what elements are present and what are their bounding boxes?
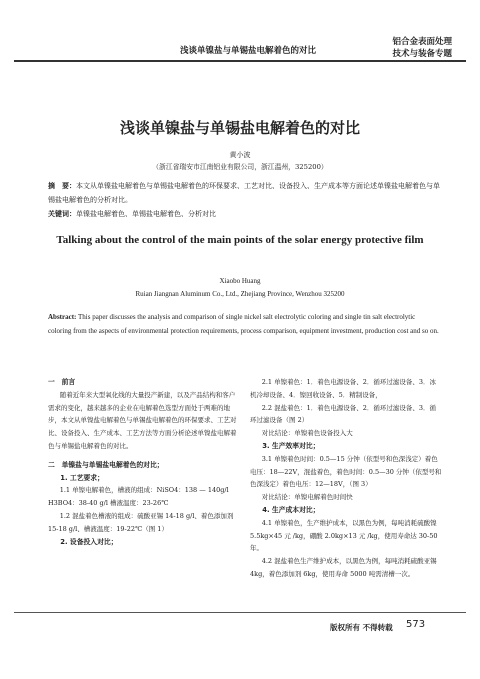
abstract-en — [48, 311, 440, 338]
running-header-title: 浅谈单镍盐与单锡盐电解着色的对比 — [180, 46, 317, 56]
subsection-2-3-conclusion: 对比结论：单镍电解着色时间快 — [261, 493, 353, 502]
keywords-text-cn: 单镍盐电解着色、单锡盐电解着色、分析对比 — [76, 210, 216, 218]
subsection-2-2-para-1: 2.1 单镍着色：1．着色电源设备、2．循环过滤设备、3．冰机冷却设备、4．镍回收设备、5．精制设备， — [250, 378, 436, 399]
footer-rule — [14, 612, 466, 613]
header-rule — [14, 60, 466, 62]
keywords-cn — [48, 207, 440, 221]
abstract-text-cn: 本文从单镍盐电解着色与单锡盐电解着色的环保要求、工艺对比、设备投入、生产成本等方面论述单镍盐电解着色与单锡盐电解着色的分析对比。 — [48, 182, 440, 204]
abstract-text-en: This paper discusses the analysis and comparison of single nickel salt electrolytic coloring and single tin salt electrolytic coloring from the aspects of environmental protection requirements, process comparison, equipment investment, production cost and so on. — [48, 313, 439, 335]
journal-name-line1: 铝合金表面处理 — [392, 37, 452, 47]
affiliation-en: Ruian Jiangnan Aluminum Co., Ltd., Zhejiang Province, Wenzhou 325200 — [135, 290, 345, 298]
article-title-en: Talking about the control of the main points of the solar energy protective film — [56, 234, 424, 246]
page-number: 573 — [406, 619, 426, 630]
author-cn: 黄小波 — [229, 151, 251, 159]
subsection-2-3-para-1: 3.1 单镍着色时间：0.5—15 分钟（依型号和色深浅定）着色电压：18—22V，混盐着色，着色时间：0.5—30 分钟（依型号和色深浅定）着色电压：12—18V，（图 3） — [250, 454, 442, 489]
section-1-text: 随着近年来大型氧化线的大量投产新建，以及产品结构和客户需求的变化，越来越多的企业在电解着色选型方面处于两难的地步，本文从单镍盐电解着色与单锡盐电解着色的环保要求、工艺对比、设备投入、生产成本、工艺方法等方面分析论述单镍盐电解着色与单锡盐电解着色的对比。 — [48, 390, 237, 450]
section-1-heading: 一 前言 — [48, 378, 76, 386]
subsection-2-4-para-2: 4.2 混盐着色生产维护成本，以黑色为例，每吨消耗硫酸亚锡 4kg，着色添加剂 6kg，使用寿命 5000 吨需清槽一次。 — [250, 557, 437, 578]
affiliation-cn: （浙江省瑞安市江南铝业有限公司，浙江温州，325200） — [152, 163, 328, 171]
body-column-left — [48, 376, 240, 548]
keywords-label-cn: 关键词： — [48, 209, 76, 218]
abstract-cn — [48, 179, 440, 207]
journal-name-line2: 技术与装备专题 — [392, 49, 452, 59]
subsection-2-1-para-2: 1.2 混盐着色槽液的组成：硫酸亚锡 14-18 g/l、着色添加剂 15-18 g/l、槽液温度：19-22℃（图 1） — [48, 511, 234, 533]
subsection-2-2-para-2: 2.2 混盐着色：1．着色电源设备、2．循环过滤设备、3．循环过滤设备（图 2） — [250, 403, 436, 425]
subsection-2-4-heading: 4. 生产成本对比； — [262, 505, 320, 514]
author-en: Xiaobo Huang — [219, 277, 261, 285]
body-column-right — [250, 376, 442, 581]
footer-copyright: 版权所有 不得转载 — [330, 623, 393, 632]
article-title-cn: 浅谈单镍盐与单锡盐电解着色的对比 — [119, 119, 360, 137]
subsection-2-2-conclusion: 对比结论：单镍着色设备投入大 — [261, 429, 353, 438]
subsection-2-1-heading: 1. 工艺要求； — [60, 473, 104, 482]
abstract-label-en: Abstract: — [48, 313, 77, 321]
subsection-2-3-heading: 3. 生产效率对比； — [262, 441, 320, 450]
running-header-journal — [392, 36, 452, 60]
subsection-2-1-para-1: 1.1 单镍电解着色，槽液的组成：NiSO4：138 — 140g/l H3BO4：38-40 g/l 槽液温度：23-26℃ — [48, 486, 229, 508]
section-2-heading: 二 单镍盐与单锡盐电解着色的对比； — [48, 460, 164, 469]
subsection-2-4-para-1: 4.1 单镍着色，生产维护成本，以黑色为例，每吨消耗硫酸镍 5.5kg×45 元 /kg，硼酸 2.0kg×13 元 /kg，使用寿命达 30-50 年。 — [250, 518, 438, 553]
subsection-2-2-heading: 2. 设备投入对比； — [60, 537, 118, 546]
abstract-label-cn: 摘 要： — [48, 181, 76, 190]
